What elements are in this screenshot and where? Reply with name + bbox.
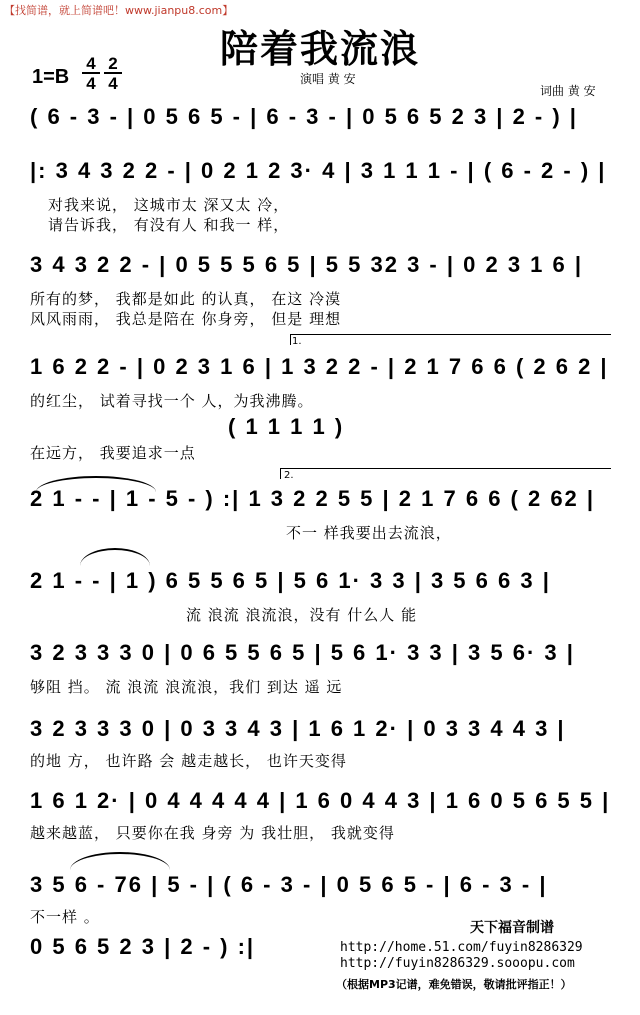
lyric-line-2a: 对我来说， 这城市太 深又太 冷，	[48, 196, 290, 214]
slur-mark	[70, 852, 170, 870]
footer-url-2[interactable]: http://fuyin8286329.sooopu.com	[340, 956, 575, 971]
composer-credit: 词曲 黄 安	[540, 84, 596, 98]
time-sig-2-den: 4	[108, 74, 118, 93]
score-line-8: 3 2 3 3 3 0 | 0 6 5 5 6 5 | 5 6 1· 3 3 | 3 5 6· 3 |	[30, 640, 575, 665]
volta-1: 1.	[292, 336, 302, 347]
time-sig-2-num: 2	[104, 54, 122, 74]
score-line-9: 3 2 3 3 3 0 | 0 3 3 4 3 | 1 6 1 2· | 0 3 3 4 4 3 |	[30, 716, 566, 741]
lyric-line-7: 流 浪流 浪流浪，没有 什么人 能	[186, 606, 418, 624]
score-line-2: |: 3 4 3 2 2 - | 0 2 1 2 3· 4 | 3 1 1 1 - | ( 6 - 2 - ) |	[30, 158, 607, 183]
lyric-line-11: 不一样 。	[30, 908, 100, 926]
time-sig-1-num: 4	[82, 54, 100, 74]
score-line-5: ( 1 1 1 1 )	[228, 414, 345, 439]
singer-credit: 演唱 黄 安	[300, 72, 356, 86]
key-signature: 1=B	[32, 66, 70, 88]
score-line-1: ( 6 - 3 - | 0 5 6 5 - | 6 - 3 - | 0 5 6 5 2 3 | 2 - ) |	[30, 104, 578, 129]
score-line-3: 3 4 3 2 2 - | 0 5 5 5 6 5 | 5 5 32 3 - | 0 2 3 1 6 |	[30, 252, 584, 277]
lyric-line-3a: 所有的梦， 我都是如此 的认真， 在这 冷漠	[30, 290, 342, 308]
lyric-line-8: 够阻 挡。 流 浪流 浪流浪，我们 到达 遥 远	[30, 678, 343, 696]
score-line-11: 3 5 6 - 76 | 5 - | ( 6 - 3 - | 0 5 6 5 - | 6 - 3 - |	[30, 872, 548, 897]
score-line-7: 2 1 - - | 1 ) 6 5 5 6 5 | 5 6 1· 3 3 | 3 5 6 6 3 |	[30, 568, 551, 593]
watermark: 【找简谱，就上简谱吧！www.jianpu8.com】	[4, 4, 234, 17]
lyric-line-9: 的地 方， 也许路 会 越走越长， 也许天变得	[30, 752, 347, 770]
lyric-line-10: 越来越蓝， 只要你在我 身旁 为 我壮胆， 我就变得	[30, 824, 395, 842]
volta-1-bracket	[290, 334, 611, 345]
footer-note: （根据MP3记谱，难免错误，敬请批评指正！）	[336, 978, 572, 991]
slur-mark	[80, 548, 150, 566]
volta-2: 2.	[284, 470, 294, 481]
score-line-12: 0 5 6 5 2 3 | 2 - ) :|	[30, 934, 256, 959]
score-line-6: 2 1 - - | 1 - 5 - ) :| 1 3 2 2 5 5 | 2 1 7 6 6 ( 2 62 |	[30, 486, 596, 511]
slur-mark	[36, 476, 156, 492]
page-title: 陪着我流浪	[219, 26, 420, 71]
score-line-10: 1 6 1 2· | 0 4 4 4 4 4 | 1 6 0 4 4 3 | 1 6 0 5 6 5 5 |	[30, 788, 611, 813]
lyric-line-4: 的红尘， 试着寻找一个 人，为我沸腾。	[30, 392, 314, 410]
lyric-line-3b: 风风雨雨， 我总是陪在 你身旁， 但是 理想	[30, 310, 342, 328]
lyric-line-6: 不一 样我要出去流浪，	[286, 524, 452, 542]
lyric-line-5: 在远方， 我要追求一点	[30, 444, 196, 462]
footer-url-1[interactable]: http://home.51.com/fuyin8286329	[340, 940, 583, 955]
score-line-4: 1 6 2 2 - | 0 2 3 1 6 | 1 3 2 2 - | 2 1 7 6 6 ( 2 6 2 |	[30, 354, 609, 379]
lyric-line-2b: 请告诉我， 有没有人 和我一 样，	[48, 216, 290, 234]
producer-credit: 天下福音制谱	[470, 920, 554, 936]
volta-2-bracket	[280, 468, 611, 479]
time-sig-1-den: 4	[86, 74, 96, 93]
